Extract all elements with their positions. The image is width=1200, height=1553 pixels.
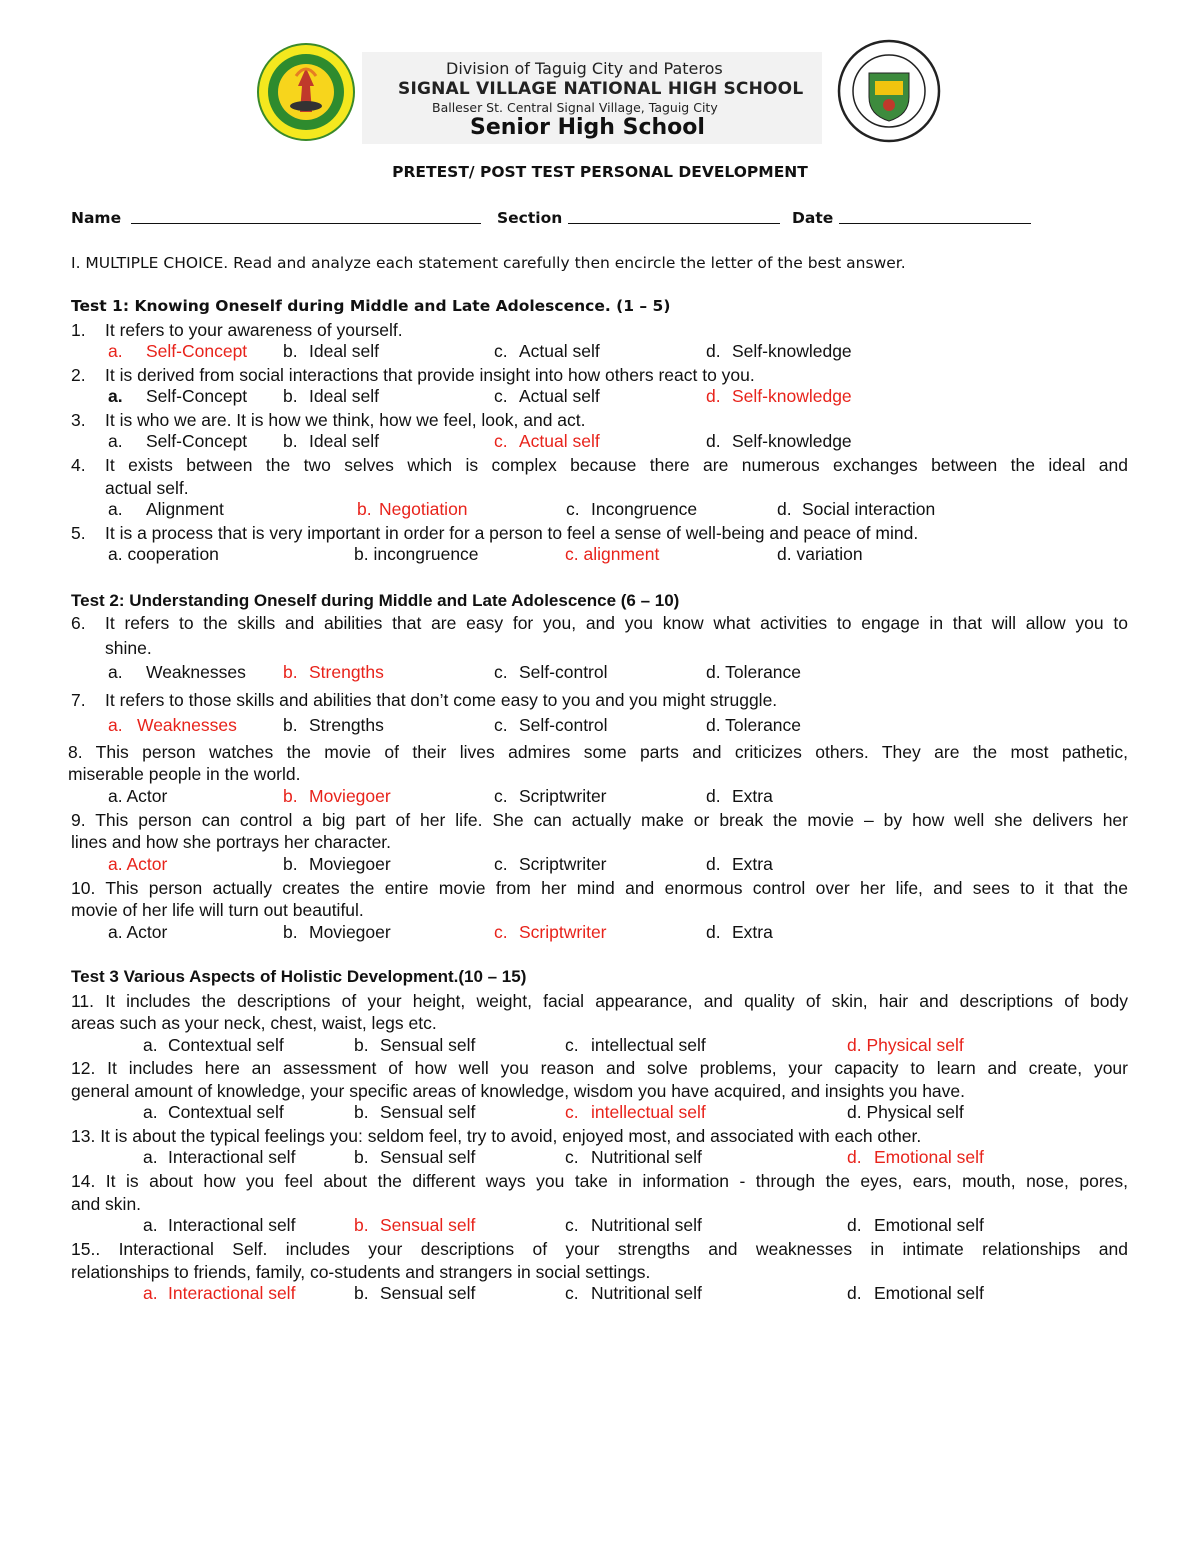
- choice-3-a-label[interactable]: a.: [108, 431, 123, 451]
- choice-11-c-label[interactable]: c.: [565, 1035, 579, 1055]
- choice-10-d-label[interactable]: d.: [706, 922, 721, 942]
- choice-11-b-label[interactable]: b.: [354, 1035, 369, 1055]
- choice-12-d[interactable]: d. Physical self: [847, 1102, 964, 1122]
- instruction: I. MULTIPLE CHOICE. Read and analyze each statement carefully then encircle the letter of the best answer.: [71, 254, 906, 272]
- question-number: 7.: [71, 690, 86, 710]
- choice-15-a-label[interactable]: a.: [143, 1283, 158, 1303]
- question-1-text: It refers to your awareness of yourself.: [105, 320, 403, 340]
- question-number: 1.: [71, 320, 86, 340]
- choice-7-b-label[interactable]: b.: [283, 715, 298, 735]
- choice-5-d[interactable]: d. variation: [777, 544, 863, 564]
- choice-13-a-label[interactable]: a.: [143, 1147, 158, 1167]
- school-address: Balleser St. Central Signal Village, Taguig City: [432, 100, 718, 115]
- choice-9-c-text[interactable]: Scriptwriter: [519, 854, 607, 874]
- choice-1-d-text[interactable]: Self-knowledge: [732, 341, 852, 361]
- school-name: SIGNAL VILLAGE NATIONAL HIGH SCHOOL: [398, 79, 804, 99]
- choice-3-b-text[interactable]: Ideal self: [309, 431, 380, 451]
- choice-10-b-label[interactable]: b.: [283, 922, 298, 942]
- question-15-text: 15.. Interactional Self. includes your descriptions of your strengths and weaknesses in intimate relationships and: [71, 1239, 1128, 1259]
- choice-9-b-text[interactable]: Moviegoer: [309, 854, 391, 874]
- choice-12-b-label[interactable]: b.: [354, 1102, 369, 1122]
- question-12-text: general amount of knowledge, your specific areas of knowledge, wisdom you have acquired, and insights you have.: [71, 1081, 966, 1101]
- choice-14-d-label[interactable]: d.: [847, 1215, 862, 1235]
- choice-1-b-text[interactable]: Ideal self: [309, 341, 380, 361]
- choice-2-d-label[interactable]: d.: [706, 386, 721, 406]
- choice-14-b-label[interactable]: b.: [354, 1215, 369, 1235]
- choice-10-c-text[interactable]: Scriptwriter: [519, 922, 607, 942]
- choice-2-d-text[interactable]: Self-knowledge: [732, 386, 852, 406]
- choice-15-b-label[interactable]: b.: [354, 1283, 369, 1303]
- question-8-text: 8. This person watches the movie of their lives admires some parts and criticizes others. They are the most pathetic,: [68, 742, 1128, 762]
- choice-4-c-text[interactable]: Incongruence: [591, 499, 698, 519]
- question-14-text: 14. It is about how you feel about the different ways you take in information - through the eyes, ears, mouth, nose, pores,: [71, 1171, 1128, 1191]
- choice-14-a-label[interactable]: a.: [143, 1215, 158, 1235]
- choice-7-d[interactable]: d. Tolerance: [706, 715, 802, 735]
- choice-7-b-text[interactable]: Strengths: [309, 715, 384, 735]
- question-14-text: and skin.: [71, 1194, 142, 1214]
- choice-3-b-label[interactable]: b.: [283, 431, 298, 451]
- choice-15-a-text[interactable]: Interactional self: [168, 1283, 296, 1303]
- question-number: 6.: [71, 613, 86, 633]
- question-13-text: 13. It is about the typical feelings you: seldom feel, try to avoid, enjoyed most, and associated with each other.: [71, 1126, 922, 1146]
- question-number: 4.: [71, 455, 86, 475]
- question-2-text: It is derived from social interactions that provide insight into how others react to you.: [105, 365, 755, 385]
- school-seal-logo: [256, 42, 356, 142]
- question-8-text: miserable people in the world.: [68, 764, 301, 784]
- choice-9-c-label[interactable]: c.: [494, 854, 508, 874]
- choice-1-a-label[interactable]: a.: [108, 341, 123, 361]
- choice-7-a-text[interactable]: Weaknesses: [137, 715, 237, 735]
- division-name: Division of Taguig City and Pateros: [446, 59, 723, 78]
- question-9-text: lines and how she portrays her character.: [71, 832, 392, 852]
- choice-15-c-label[interactable]: c.: [565, 1283, 579, 1303]
- date-field[interactable]: [839, 209, 1031, 224]
- choice-14-c-label[interactable]: c.: [565, 1215, 579, 1235]
- choice-13-c-label[interactable]: c.: [565, 1147, 579, 1167]
- choice-2-a-text[interactable]: Self-Concept: [146, 386, 248, 406]
- choice-8-c-label[interactable]: c.: [494, 786, 508, 806]
- name-field[interactable]: [131, 209, 481, 224]
- choice-9-b-label[interactable]: b.: [283, 854, 298, 874]
- choice-2-a-label[interactable]: a.: [108, 386, 123, 406]
- choice-6-c-label[interactable]: c.: [494, 662, 508, 682]
- choice-10-a[interactable]: a. Actor: [108, 922, 168, 942]
- choice-8-d-text[interactable]: Extra: [732, 786, 773, 806]
- choice-4-b-label[interactable]: b.: [357, 499, 372, 519]
- choice-12-c-label[interactable]: c.: [565, 1102, 579, 1122]
- section-field[interactable]: [568, 209, 780, 224]
- test-3-heading: Test 3 Various Aspects of Holistic Development.(10 – 15): [71, 967, 527, 986]
- choice-12-a-text[interactable]: Contextual self: [168, 1102, 284, 1122]
- choice-2-b-text[interactable]: Ideal self: [309, 386, 380, 406]
- section-label: Section: [497, 209, 563, 227]
- choice-3-d-text[interactable]: Self-knowledge: [732, 431, 852, 451]
- choice-15-b-text[interactable]: Sensual self: [380, 1283, 476, 1303]
- choice-10-c-label[interactable]: c.: [494, 922, 508, 942]
- choice-8-b-label[interactable]: b.: [283, 786, 298, 806]
- question-4-text: actual self.: [105, 478, 189, 498]
- question-number: 5.: [71, 523, 86, 543]
- choice-11-b-text[interactable]: Sensual self: [380, 1035, 476, 1055]
- choice-14-a-text[interactable]: Interactional self: [168, 1215, 296, 1235]
- question-3-text: It is who we are. It is how we think, how we feel, look, and act.: [105, 410, 586, 430]
- choice-1-d-label[interactable]: d.: [706, 341, 721, 361]
- choice-15-d-label[interactable]: d.: [847, 1283, 862, 1303]
- choice-6-c-text[interactable]: Self-control: [519, 662, 608, 682]
- program-name: Senior High School: [470, 115, 705, 140]
- choice-6-a-text[interactable]: Weaknesses: [146, 662, 246, 682]
- question-7-text: It refers to those skills and abilities that don’t come easy to you and you might struggle.: [105, 690, 778, 710]
- choice-4-d-label[interactable]: d.: [777, 499, 792, 519]
- page-title: PRETEST/ POST TEST PERSONAL DEVELOPMENT: [392, 163, 808, 181]
- choice-10-d-text[interactable]: Extra: [732, 922, 773, 942]
- choice-10-b-text[interactable]: Moviegoer: [309, 922, 391, 942]
- choice-2-c-text[interactable]: Actual self: [519, 386, 600, 406]
- choice-13-b-label[interactable]: b.: [354, 1147, 369, 1167]
- question-10-text: movie of her life will turn out beautiful.: [71, 900, 364, 920]
- choice-13-b-text[interactable]: Sensual self: [380, 1147, 476, 1167]
- choice-14-b-text[interactable]: Sensual self: [380, 1215, 476, 1235]
- choice-4-c-label[interactable]: c.: [566, 499, 580, 519]
- division-seal-logo: [837, 39, 941, 143]
- choice-6-d[interactable]: d. Tolerance: [706, 662, 802, 682]
- choice-1-a-text[interactable]: Self-Concept: [146, 341, 248, 361]
- choice-13-a-text[interactable]: Interactional self: [168, 1147, 296, 1167]
- choice-13-d-label[interactable]: d.: [847, 1147, 862, 1167]
- choice-11-d[interactable]: d. Physical self: [847, 1035, 964, 1055]
- choice-1-b-label[interactable]: b.: [283, 341, 298, 361]
- choice-15-c-text[interactable]: Nutritional self: [591, 1283, 702, 1303]
- choice-15-d-text[interactable]: Emotional self: [874, 1283, 984, 1303]
- choice-8-b-text[interactable]: Moviegoer: [309, 786, 391, 806]
- choice-3-c-text[interactable]: Actual self: [519, 431, 600, 451]
- choice-11-a-text[interactable]: Contextual self: [168, 1035, 284, 1055]
- choice-2-b-label[interactable]: b.: [283, 386, 298, 406]
- choice-13-c-text[interactable]: Nutritional self: [591, 1147, 702, 1167]
- choice-5-c[interactable]: c. alignment: [565, 544, 660, 564]
- choice-12-c-text[interactable]: intellectual self: [591, 1102, 706, 1122]
- choice-14-d-text[interactable]: Emotional self: [874, 1215, 984, 1235]
- choice-14-c-text[interactable]: Nutritional self: [591, 1215, 702, 1235]
- question-9-text: 9. This person can control a big part of her life. She can actually make or break the movie – by how well she delivers her: [71, 810, 1128, 830]
- choice-2-c-label[interactable]: c.: [494, 386, 508, 406]
- question-11-text: 11. It includes the descriptions of your height, weight, facial appearance, and quality of skin, hair and descriptions of body: [71, 991, 1128, 1011]
- choice-13-d-text[interactable]: Emotional self: [874, 1147, 984, 1167]
- choice-5-a[interactable]: a. cooperation: [108, 544, 219, 564]
- question-4-text: It exists between the two selves which is complex because there are numerous exchanges between the ideal and: [105, 455, 1128, 475]
- test-1-heading: Test 1: Knowing Oneself during Middle and Late Adolescence. (1 – 5): [71, 297, 671, 315]
- choice-4-b-text[interactable]: Negotiation: [379, 499, 468, 519]
- choice-4-d-text[interactable]: Social interaction: [802, 499, 936, 519]
- choice-8-c-text[interactable]: Scriptwriter: [519, 786, 607, 806]
- question-10-text: 10. This person actually creates the entire movie from her mind and enormous control over her life, and sees to it that the: [71, 878, 1128, 898]
- question-5-text: It is a process that is very important in order for a person to feel a sense of well-being and peace of mind.: [105, 523, 919, 543]
- choice-3-a-text[interactable]: Self-Concept: [146, 431, 248, 451]
- question-6-text: It refers to the skills and abilities that are easy for you, and you know what activities to engage in that will allow you to: [105, 613, 1128, 633]
- choice-11-a-label[interactable]: a.: [143, 1035, 158, 1055]
- choice-6-a-label[interactable]: a.: [108, 662, 123, 682]
- choice-9-a[interactable]: a. Actor: [108, 854, 168, 874]
- choice-5-b[interactable]: b. incongruence: [354, 544, 479, 564]
- question-12-text: 12. It includes here an assessment of how well you reason and solve problems, your capacity to learn and create, your: [71, 1058, 1128, 1078]
- choice-11-c-text[interactable]: intellectual self: [591, 1035, 706, 1055]
- question-15-text: relationships to friends, family, co-students and strangers in social settings.: [71, 1262, 651, 1282]
- choice-6-b-label[interactable]: b.: [283, 662, 298, 682]
- choice-8-d-label[interactable]: d.: [706, 786, 721, 806]
- choice-9-d-label[interactable]: d.: [706, 854, 721, 874]
- choice-8-a[interactable]: a. Actor: [108, 786, 168, 806]
- choice-7-c-label[interactable]: c.: [494, 715, 508, 735]
- choice-9-d-text[interactable]: Extra: [732, 854, 773, 874]
- name-label: Name: [71, 209, 122, 227]
- choice-12-b-text[interactable]: Sensual self: [380, 1102, 476, 1122]
- question-number: 2.: [71, 365, 86, 385]
- date-label: Date: [792, 209, 834, 227]
- question-number: 3.: [71, 410, 86, 430]
- choice-4-a-label[interactable]: a.: [108, 499, 123, 519]
- question-6-text: shine.: [105, 638, 152, 658]
- question-11-text: areas such as your neck, chest, waist, legs etc.: [71, 1013, 437, 1033]
- choice-6-b-text[interactable]: Strengths: [309, 662, 384, 682]
- choice-4-a-text[interactable]: Alignment: [146, 499, 224, 519]
- choice-1-c-text[interactable]: Actual self: [519, 341, 600, 361]
- choice-3-d-label[interactable]: d.: [706, 431, 721, 451]
- test-2-heading: Test 2: Understanding Oneself during Middle and Late Adolescence (6 – 10): [71, 591, 680, 610]
- choice-7-a-label[interactable]: a.: [108, 715, 123, 735]
- choice-12-a-label[interactable]: a.: [143, 1102, 158, 1122]
- choice-1-c-label[interactable]: c.: [494, 341, 508, 361]
- choice-7-c-text[interactable]: Self-control: [519, 715, 608, 735]
- choice-3-c-label[interactable]: c.: [494, 431, 508, 451]
